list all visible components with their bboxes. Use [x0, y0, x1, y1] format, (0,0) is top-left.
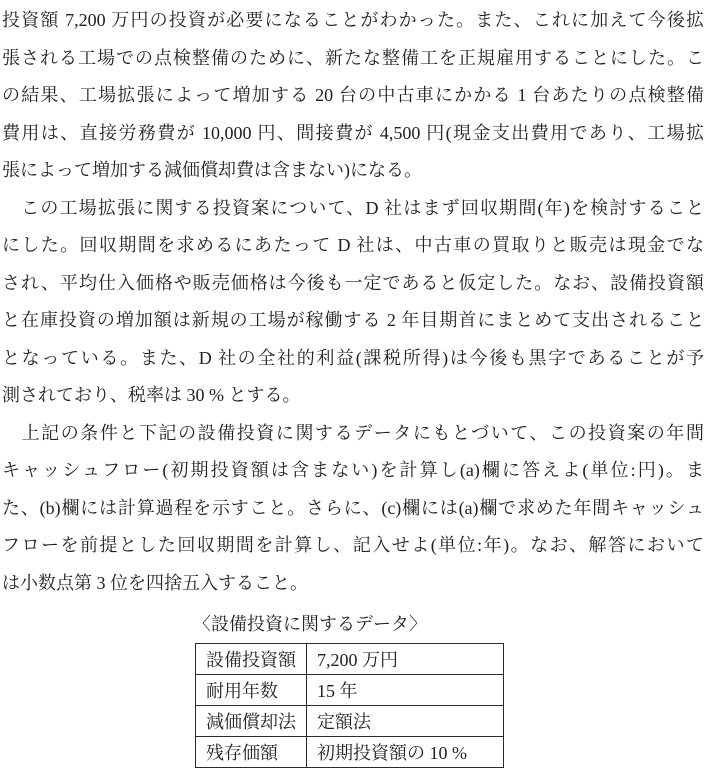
- row-value: 初期投資額の 10 %: [307, 737, 504, 768]
- table-row: [196, 737, 504, 768]
- text-line: 費用は、直接労務費が 10,000 円、間接費が 4,500 円(現金支出費用であり、工場拡: [2, 122, 704, 143]
- table-row: [196, 706, 504, 737]
- text-line: た、(b)欄には計算過程を示すこと。さらに、(c)欄には(a)欄で求めた年間キャッシュ: [2, 497, 704, 518]
- text-line: 張される工場での点検整備のために、新たな整備工を正規雇用することにした。こ: [2, 47, 704, 68]
- text-line: 投資額 7,200 万円の投資が必要になることがわかった。また、これに加えて今後拡: [2, 10, 704, 30]
- row-value: 定額法: [307, 706, 504, 737]
- row-value: 15 年: [307, 675, 504, 706]
- text-line: キャッシュフロー(初期投資額は含まない)を計算し(a)欄に答えよ(単位:円)。ま: [2, 460, 704, 480]
- paragraph-3: [2, 415, 704, 603]
- text-line: の結果、工場拡張によって増加する 20 台の中古車にかかる 1 台あたりの点検整備: [2, 85, 704, 105]
- row-value: 7,200 万円: [307, 644, 504, 675]
- text-line: フローを前提とした回収期間を計算し、記入せよ(単位:年)。なお、解答において: [2, 535, 704, 555]
- table-row: [196, 675, 504, 706]
- text-line: は小数点第 3 位を四捨五入すること。: [2, 572, 308, 593]
- paragraph-2: [2, 190, 704, 415]
- row-label: 耐用年数: [196, 675, 307, 706]
- body-text: [2, 2, 704, 602]
- text-line: にした。回収期間を求めるにあたって D 社は、中古車の買取りと販売は現金でな: [2, 235, 704, 255]
- text-line: 測されており、税率は 30 % とする。: [2, 385, 301, 405]
- text-line: 上記の条件と下記の設備投資に関するデータにもとづいて、この投資案の年間: [2, 422, 704, 443]
- row-label: 減価償却法: [196, 706, 307, 737]
- row-label: 残存価額: [196, 737, 307, 768]
- paragraph-1: [2, 2, 704, 190]
- text-line: となっている。また、D 社の全社的利益(課税所得)は今後も黒字であることが予: [2, 347, 704, 368]
- text-line: され、平均仕入価格や販売価格は今後も一定であると仮定した。なお、設備投資額: [2, 272, 704, 293]
- text-line: と在庫投資の増加額は新規の工場が稼働する 2 年目期首にまとめて支出されること: [2, 310, 704, 330]
- text-line: この工場拡張に関する投資案について、D 社はまず回収期間(年)を検討すること: [2, 197, 704, 218]
- equipment-investment-data-table: [195, 643, 504, 768]
- text-line: 張によって増加する減価償却費は含まない)になる。: [2, 160, 422, 180]
- table-caption: 〈設備投資に関するデータ〉: [193, 614, 427, 634]
- row-label: 設備投資額: [196, 644, 307, 675]
- table-row: [196, 644, 504, 675]
